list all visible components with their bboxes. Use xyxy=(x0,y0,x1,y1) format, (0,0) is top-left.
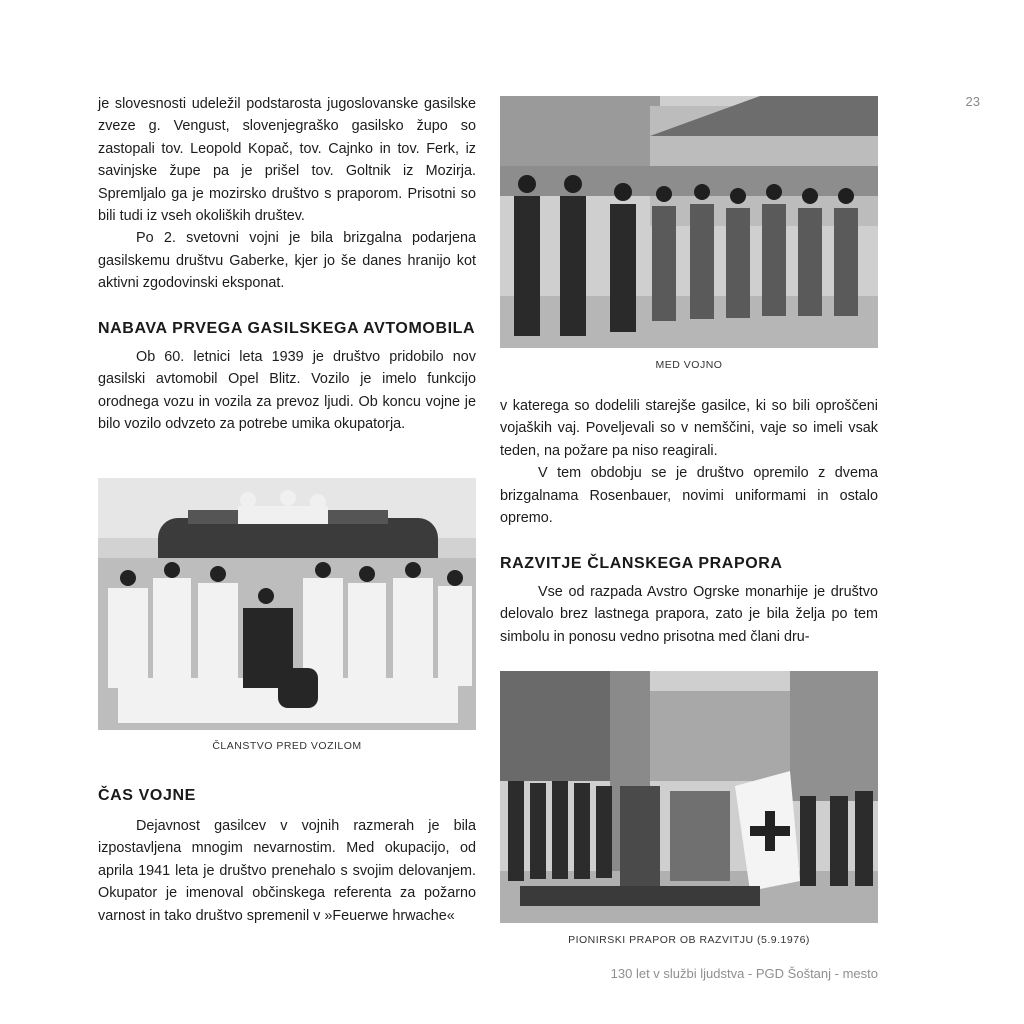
paragraph-prapor: Vse od razpada Avstro Ogrske monarhije je društvo delovalo brez lastnega prapora, zato je bila želja po tem simbolu in ponosu vedno prisotna med člani dru- xyxy=(500,584,878,645)
paragraph-older-firemen: v katerega so dodelili starejše gasilce, ki so bili oproščeni vojaških vaj. Poveljevali so v nemščini, vaje so imeli vsak teden, na požare pa niso reagirali. xyxy=(500,398,878,459)
section-vojna xyxy=(98,785,476,927)
paragraph-nabava: Ob 60. letnici leta 1939 je društvo pridobilo nov gasilski avtomobil Opel Blitz. Vozilo je imelo funkcijo orodnega vozu in vozila za prevoz ljudi. Ob koncu vojne je bilo vozilo odvzeto za potrebe umika okupatorja. xyxy=(98,349,476,433)
caption-during-war: MED VOJNO xyxy=(655,359,723,371)
paragraph-vojna: Dejavnost gasilcev v vojnih razmerah je bila izpostavljena mnogim nevarnostim. Med okupacijo, od aprila 1941 leta je društvo prenehalo s svojim delovanjem. Okupator je imenoval občinskega referenta za požarno varnost in tako društvo spremenil v »Feuerwe hrwache« xyxy=(98,818,476,924)
caption-flag-unveiling: PIONIRSKI PRAPOR OB RAZVITJU (5.9.1976) xyxy=(568,934,810,946)
page-footer: 130 let v službi ljudstva - PGD Šoštanj - mesto xyxy=(610,966,878,981)
right-column-text xyxy=(500,395,878,529)
section-heading-nabava: NABAVA PRVEGA GASILSKEGA AVTOMOBILA xyxy=(98,320,476,337)
paragraph-equipment: V tem obdobju se je društvo opremilo z dvema brizgalnama Rosenbauer, novimi uniformami in ostalo opremo. xyxy=(500,465,878,527)
section-nabava xyxy=(98,318,476,436)
section-heading-vojna: ČAS VOJNE xyxy=(98,787,196,804)
photo-during-war xyxy=(500,96,878,348)
photo-members-vehicle xyxy=(98,478,476,730)
paragraph-gaberke: Po 2. svetovni vojni je bila brizgalna podarjena gasilskemu društvu Gaberke, kjer jo še danes hranijo kot aktivni zgodovinski eksponat. xyxy=(98,230,476,292)
caption-members-vehicle: ČLANSTVO PRED VOZILOM xyxy=(212,740,362,752)
paragraph-ceremony: je slovesnosti udeležil podstarosta jugoslovanske gasilske zveze g. Vengust, slovenjegraško gasilsko župo so zastopali tov. Leopold Kopač, tov. Cajnko in tov. Ferk, iz savinjske župe pa je prišel tov. Goltnik iz Mozirja. Spremljalo ga je mozirsko društvo s praporom. Prisotni so bili tudi iz vseh okoliških društev. xyxy=(98,96,476,225)
left-column-top xyxy=(98,93,476,295)
section-prapor xyxy=(500,553,878,648)
photo-flag-unveiling xyxy=(500,671,878,923)
page-number: 23 xyxy=(965,94,980,109)
section-heading-prapor: RAZVITJE ČLANSKEGA PRAPORA xyxy=(500,555,783,572)
